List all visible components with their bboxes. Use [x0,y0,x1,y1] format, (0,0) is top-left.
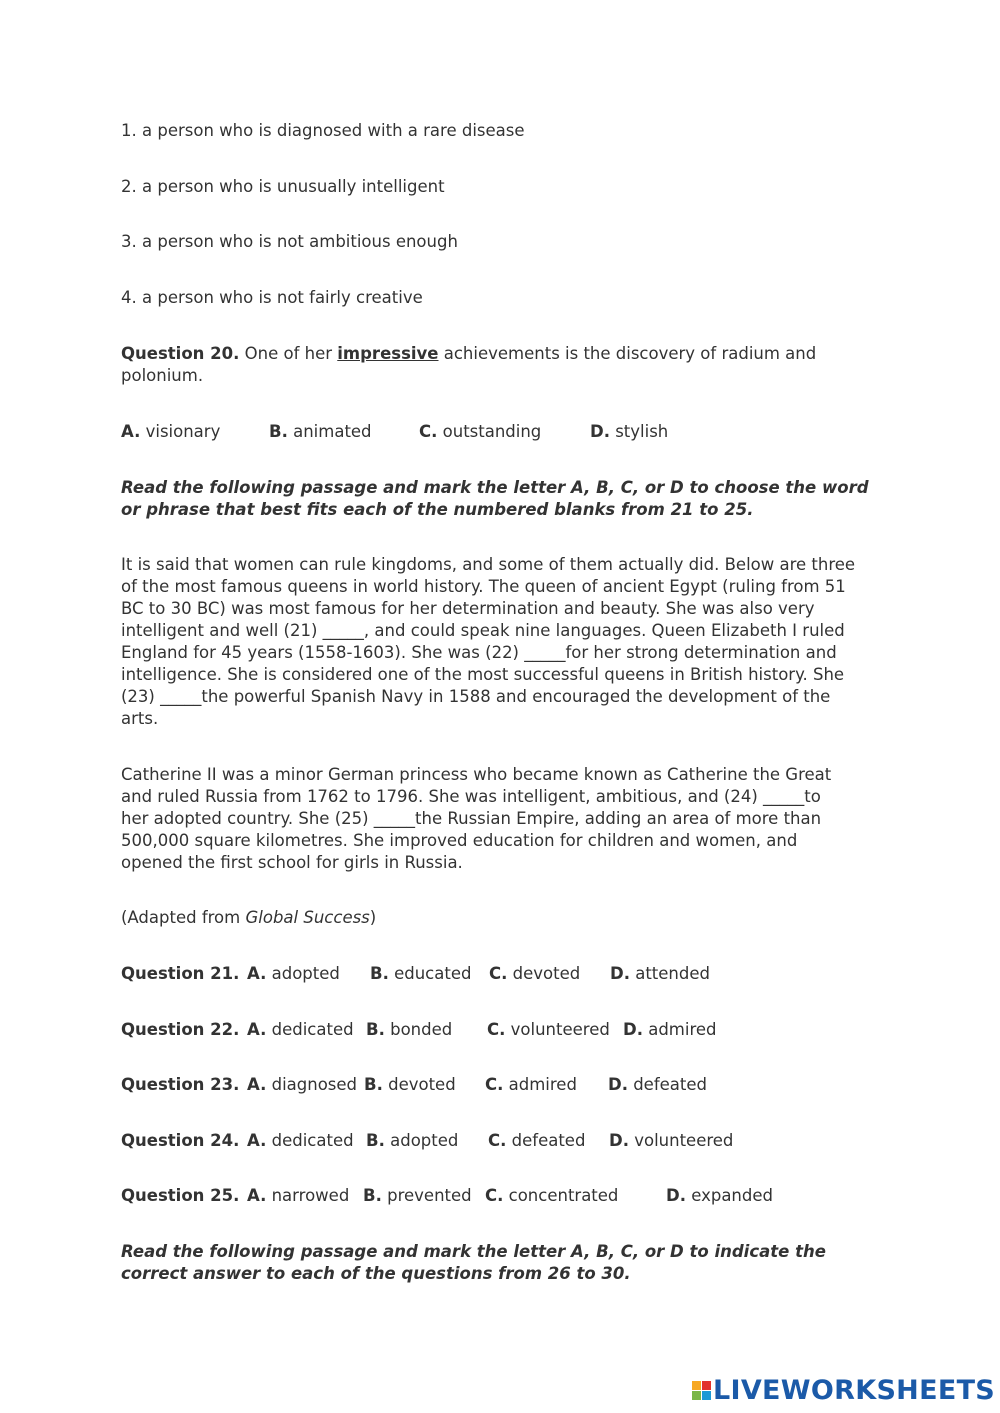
question-23 [121,1074,881,1096]
instruction-2-line1: Read the following passage and mark the letter A, B, C, or D to indicate the [121,1242,826,1261]
question-20-underlined-word: impressive [337,344,439,363]
question-23-option-b[interactable]: B. devoted [364,1075,456,1094]
definition-3: 3. a person who is not ambitious enough [121,232,458,251]
question-20-label: Question 20. [121,344,240,363]
question-20-option-d[interactable]: D. stylish [590,422,669,441]
definition-4: 4. a person who is not fairly creative [121,288,423,307]
question-20-stem-line2: polonium. [121,366,204,385]
instruction-1-line1: Read the following passage and mark the letter A, B, C, or D to choose the word [121,478,869,497]
question-21-option-a[interactable]: A. adopted [247,964,340,983]
liveworksheets-logo[interactable] [692,1372,995,1408]
question-22-option-d[interactable]: D. admired [623,1020,717,1039]
question-25-option-b[interactable]: B. prevented [363,1186,472,1205]
instruction-1-line2: or phrase that best fits each of the numbered blanks from 21 to 25. [121,500,754,519]
question-20-text-after: achievements is the discovery of radium and [438,344,817,363]
question-22-option-a[interactable]: A. dedicated [247,1020,354,1039]
question-21-option-d[interactable]: D. attended [610,964,710,983]
question-23-label: Question 23. [121,1075,240,1094]
question-22-option-c[interactable]: C. volunteered [487,1020,610,1039]
question-21-option-c[interactable]: C. devoted [489,964,581,983]
question-24-option-a[interactable]: A. dedicated [247,1131,354,1150]
passage-p1-line6: intelligence. She is considered one of the most successful queens in British history. She [121,665,845,684]
passage-p2-line2: and ruled Russia from 1762 to 1796. She was intelligent, ambitious, and (24) _____to [121,787,821,806]
passage-p1-line8: arts. [121,709,159,728]
question-25-label: Question 25. [121,1186,240,1205]
passage-p2-line3: her adopted country. She (25) _____the Russian Empire, adding an area of more than [121,809,822,828]
passage-source: (Adapted from Global Success) [121,908,377,927]
question-20-options [121,421,881,443]
passage-p1-line5: England for 45 years (1558-1603). She was (22) _____for her strong determination and [121,643,837,662]
source-title: Global Success [245,908,370,927]
passage-p1-line4: intelligent and well (21) _____, and could speak nine languages. Queen Elizabeth I ruled [121,621,845,640]
question-22-label: Question 22. [121,1020,240,1039]
passage-p1-line3: BC to 30 BC) was most famous for her determination and beauty. She was also very [121,599,815,618]
definition-1: 1. a person who is diagnosed with a rare disease [121,121,525,140]
liveworksheets-logo-icon [692,1381,711,1400]
question-20-text-before: One of her [239,344,338,363]
question-25-option-c[interactable]: C. concentrated [485,1186,619,1205]
question-25-option-d[interactable]: D. expanded [666,1186,773,1205]
question-23-option-d[interactable]: D. defeated [608,1075,708,1094]
definition-2: 2. a person who is unusually intelligent [121,177,445,196]
question-20-option-a[interactable]: A. visionary [121,422,221,441]
passage-p1-line2: of the most famous queens in world history. The queen of ancient Egypt (ruling from 51 [121,577,846,596]
question-21-option-b[interactable]: B. educated [370,964,472,983]
question-25 [121,1185,881,1207]
question-22-option-b[interactable]: B. bonded [366,1020,453,1039]
logo-text: LIVEWORKSHEETS [713,1374,996,1406]
question-24 [121,1130,881,1152]
passage-p2-line5: opened the first school for girls in Russia. [121,853,463,872]
question-24-option-b[interactable]: B. adopted [366,1131,459,1150]
question-25-option-a[interactable]: A. narrowed [247,1186,350,1205]
passage-p1-line7: (23) _____the powerful Spanish Navy in 1588 and encouraged the development of the [121,687,831,706]
passage-p1-line1: It is said that women can rule kingdoms, and some of them actually did. Below are three [121,555,856,574]
question-21-label: Question 21. [121,964,240,983]
instruction-2-line2: correct answer to each of the questions from 26 to 30. [121,1264,631,1283]
passage-p2-line1: Catherine II was a minor German princess who became known as Catherine the Great [121,765,832,784]
question-23-option-c[interactable]: C. admired [485,1075,577,1094]
question-21 [121,963,881,985]
question-23-option-a[interactable]: A. diagnosed [247,1075,358,1094]
question-24-option-c[interactable]: C. defeated [488,1131,586,1150]
passage-p2-line4: 500,000 square kilometres. She improved education for children and women, and [121,831,798,850]
question-24-label: Question 24. [121,1131,240,1150]
question-20-option-c[interactable]: C. outstanding [419,422,542,441]
question-22 [121,1019,881,1041]
question-20-option-b[interactable]: B. animated [269,422,372,441]
question-20-stem [121,343,816,365]
question-24-option-d[interactable]: D. volunteered [609,1131,734,1150]
